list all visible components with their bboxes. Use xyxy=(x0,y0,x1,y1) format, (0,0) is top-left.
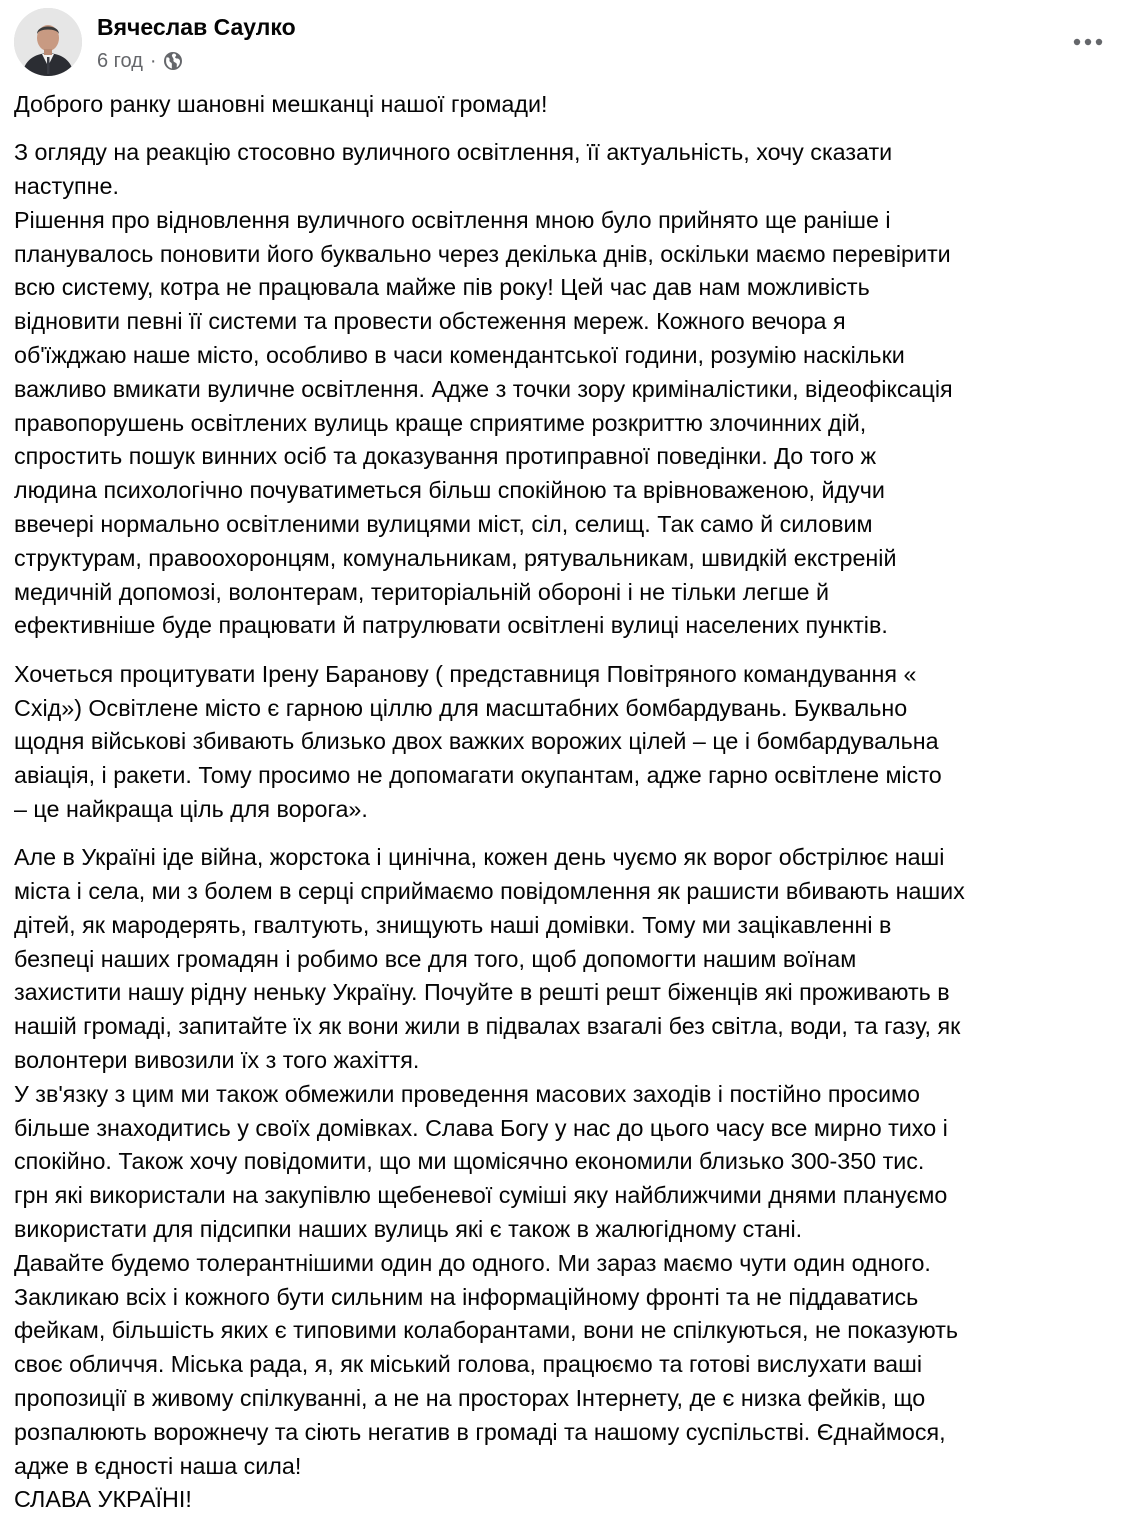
post-text-line: своє обличчя. Міська рада, я, як міський голова, працюємо та готові вислухати ваші xyxy=(14,1351,922,1378)
post-text-line: відновити певні її системи та провести обстеження мереж. Кожного вечора я xyxy=(14,308,846,335)
author-name[interactable]: Вячеслав Саулко xyxy=(97,14,296,40)
post-text-line: спростить пошук винних осіб та доказування протиправної поведінки. До того ж xyxy=(14,443,877,470)
post-paragraph xyxy=(14,658,1114,827)
post-text-line: структурам, правоохоронцям, комунальникам, рятувальникам, швидкій екстреній xyxy=(14,544,897,571)
post-text-line: розпалюють ворожнечу та сіють негатив в громаді та нашому суспільстві. Єднаймося, xyxy=(14,1418,946,1445)
post-text-line: використати для підсипки наших вулиць які є також в жалюгідному стані. xyxy=(14,1216,803,1242)
post-timestamp[interactable]: 6 год xyxy=(97,49,143,72)
post-text-line: нашій громаді, запитайте їх як вони жили в підвалах взагалі без світла, води, та газу, як xyxy=(14,1013,961,1040)
post-paragraph xyxy=(14,88,1114,122)
meta-separator: · xyxy=(149,49,157,72)
post-text-line: Але в Україні іде війна, жорстока і цинічна, кожен день чуємо як ворог обстрілює наші xyxy=(14,844,945,871)
post-paragraph xyxy=(14,136,1114,643)
post-text-line: об'їжджаю наше місто, особливо в часи комендантської години, розумію наскільки xyxy=(14,342,905,369)
post-text-line: всю систему, котра не працювала майже пів року! Цей час дав нам можливість xyxy=(14,274,870,301)
post-text-line: Схід») Освітлене місто є гарною ціллю для масштабних бомбардувань. Буквально xyxy=(14,694,908,721)
post-paragraph xyxy=(14,841,1114,1517)
post-text-line: З огляду на реакцію стосовно вуличного освітлення, її актуальність, хочу сказати xyxy=(14,139,893,166)
post-text-line: Доброго ранку шановні мешканці нашої громади! xyxy=(14,91,548,117)
author-avatar[interactable] xyxy=(14,8,82,76)
post-text-line: ефективніше буде працювати й патрулювати освітлені вулиці населених пунктів. xyxy=(14,612,888,639)
post-text-line: захистити нашу рідну неньку Україну. Почуйте в решті решт біженців які проживають в xyxy=(14,979,950,1006)
post-text-line: фейкам, більшість яких є типовими колаборантами, вони не спілкуються, не показують xyxy=(14,1317,959,1344)
post-text-line: Закликаю всіх і кожного бути сильним на інформаційному фронті та не піддаватись xyxy=(14,1283,919,1310)
post-text-line: волонтери вивозили їх з того жахіття. xyxy=(14,1047,420,1074)
post-text-line: важливо вмикати вуличне освітлення. Адже з точки зору криміналістики, відеофіксація xyxy=(14,375,953,402)
post-text-line: спокійно. Також хочу повідомити, що ми щомісячно економили близько 300-350 тис. xyxy=(14,1148,925,1175)
profile-photo-icon xyxy=(14,8,82,76)
post-text-line: ввечері нормально освітленими вулицями міст, сіл, селищ. Так само й силовим xyxy=(14,511,873,538)
post-text-line: авіація, і ракети. Тому просимо не допомагати окупантам, адже гарно освітлене місто xyxy=(14,762,942,789)
post-text-line: наступне. xyxy=(14,173,119,200)
post-header xyxy=(14,6,1110,78)
post-text xyxy=(14,88,1114,1532)
post-text-line: міста і села, ми з болем в серці сприймаємо повідомлення як рашисти вбивають наших xyxy=(14,878,965,905)
post-text-line: безпеці наших громадян і робимо все для того, щоб допомогти нашим воїнам xyxy=(14,945,857,972)
more-dots-icon xyxy=(1073,38,1103,46)
post-text-line: щодня військові збивають близько двох важких ворожих цілей – це і бомбардувальна xyxy=(14,728,939,755)
post-text-line: планувалось поновити його буквально через декілька днів, оскільки маємо перевірити xyxy=(14,240,951,267)
post-text-line: Хочеться процитувати Ірену Баранову ( представниця Повітряного командування « xyxy=(14,660,917,687)
post-text-line: СЛАВА УКРАЇНІ! xyxy=(14,1486,192,1513)
post-text-line: медичній допомозі, волонтерам, територіальній обороні і не тільки легше й xyxy=(14,578,829,605)
post-text-line: У зв'язку з цим ми також обмежили проведення масових заходів і постійно просимо xyxy=(14,1080,920,1107)
globe-icon[interactable] xyxy=(163,51,183,71)
post-text-line: адже в єдності наша сила! xyxy=(14,1452,302,1479)
post-text-line: Рішення про відновлення вуличного освітлення мною було прийнято ще раніше і xyxy=(14,206,891,233)
post-text-line: дітей, як мародерять, гвалтують, знищують наші домівки. Тому ми зацікавленні в xyxy=(14,911,892,938)
post-text-line: – це найкраща ціль для ворога». xyxy=(14,795,368,822)
post-text-line: правопорушень освітлених вулиць краще сприятиме розкриттю злочинних дій, xyxy=(14,409,867,436)
post-text-line: пропозиції в живому спілкуванні, а не на просторах Інтернету, де є низка фейків, що xyxy=(14,1384,926,1411)
more-options-button[interactable] xyxy=(1066,20,1110,64)
post-text-line: Давайте будемо толерантнішими один до одного. Ми зараз маємо чути один одного. xyxy=(14,1249,931,1276)
post-text-line: грн які використали на закупівлю щебеневої суміші яку найближчими днями плануємо xyxy=(14,1182,948,1209)
post-text-line: людина психологічно почуватиметься більш спокійною та врівноваженою, йдучи xyxy=(14,477,885,504)
post-text-line: більше знаходитись у своїх домівках. Слава Богу у нас до цього часу все мирно тихо і xyxy=(14,1114,948,1141)
post-meta xyxy=(97,48,183,74)
